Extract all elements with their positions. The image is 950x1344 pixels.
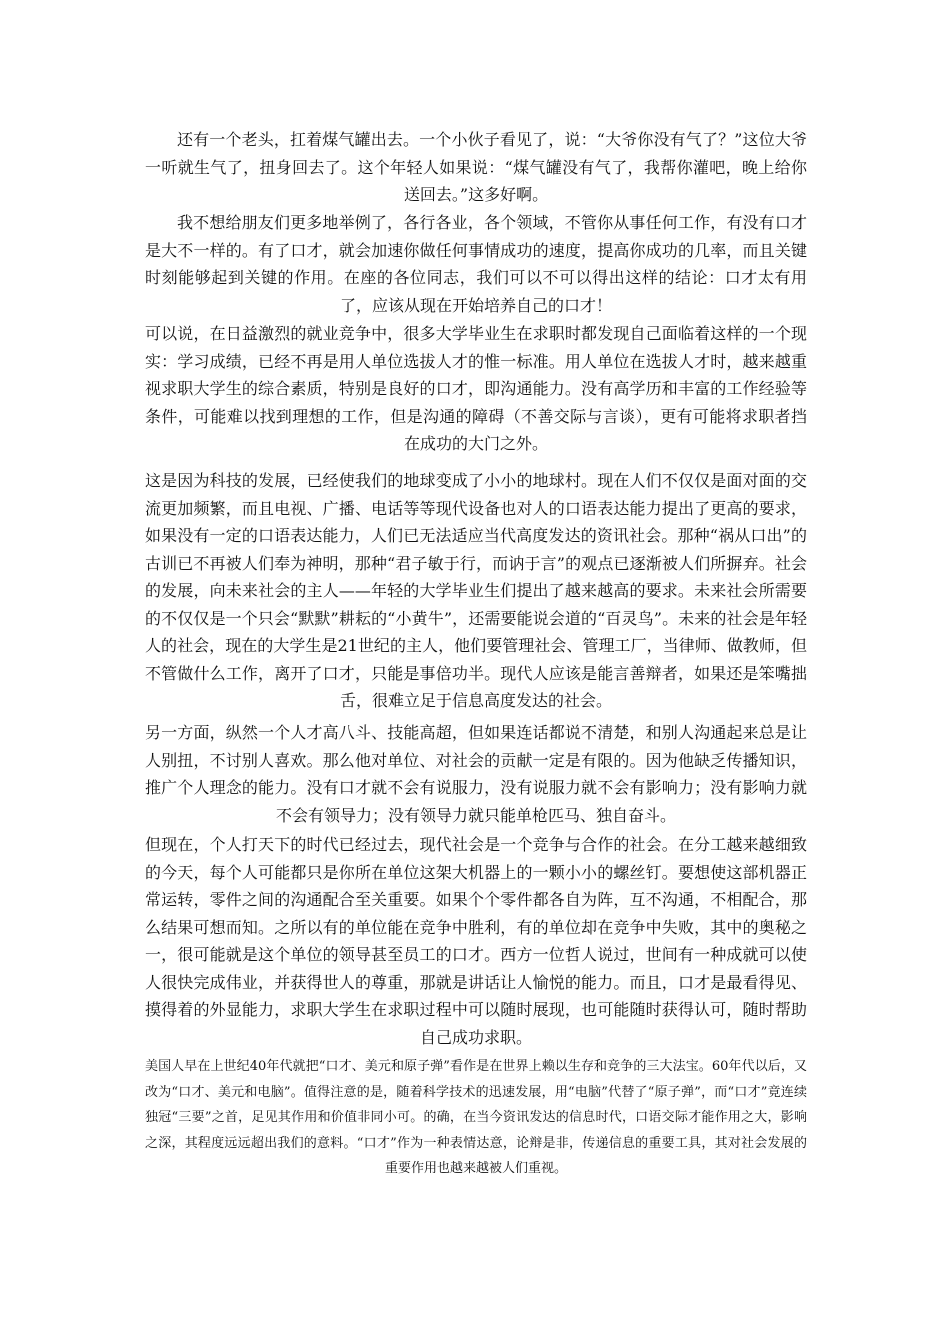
- paragraph-old-man-gas-tank: 还有一个老头，扛着煤气罐出去。一个小伙子看见了，说：“大爷你没有气了？”这位大爷一听就生气了，扭身回去了。这个年轻人如果说：“煤气罐没有气了，我帮你灌吧，晚上给你送回去。”这多好啊。: [145, 130, 807, 204]
- paragraph-communication-ability: 另一方面，纵然一个人才高八斗、技能高超，但如果连话都说不清楚，和别人沟通起来总是让人别扭，不讨别人喜欢。那么他对单位、对社会的贡献一定是有限的。因为他缺乏传播知识，推广个人理念的能力。没有口才就不会有说服力，没有说服力就不会有影响力；没有影响力就不会有领导力；没有领导力就只能单枪匹马、独自奋斗。: [145, 723, 807, 825]
- paragraph-global-village: 这是因为科技的发展，已经使我们的地球变成了小小的地球村。现在人们不仅仅是面对面的交流更加频繁，而且电视、广播、电话等等现代设备也对人的口语表达能力提出了更高的要求，如果没有一定的口语表达能力，人们已无法适应当代高度发达的资讯社会。那种“祸从口出”的古训已不再被人们奉为神明，那种“君子敏于行，而讷于言”的观点已逐渐被人们所摒弃。社会的发展，向未来社会的主人——年轻的大学毕业生们提出了越来越高的要求。未来社会所需要的不仅仅是一个只会“默默”耕耘的“小黄牛”，还需要能说会道的“百灵鸟”。未来的社会是年轻人的社会，现在的大学生是21世纪的主人，他们要管理社会、管理工厂，当律师、做教师，但不管做什么工作，离开了口才，只能是事倍功半。现代人应该是能言善辩者，如果还是笨嘴拙舌，很难立足于信息高度发达的社会。: [145, 471, 807, 710]
- paragraph-eloquence-usefulness: 我不想给朋友们更多地举例了，各行各业，各个领域，不管你从事任何工作，有没有口才是大不一样的。有了口才，就会加速你做任何事情成功的速度，提高你成功的几率，而且关键时刻能够起到关键的作用。在座的各位同志，我们可以不可以得出这样的结论：口才太有用了，应该从现在开始培养自己的口才！: [145, 213, 807, 315]
- paragraph-three-treasures: 美国人早在上世纪40年代就把“口才、美元和原子弹”看作是在世界上赖以生存和竞争的三大法宝。60年代以后，又改为“口才、美元和电脑”。值得注意的是，随着科学技术的迅速发展，用“电脑”代替了“原子弹”，而“口才”竟连续独冠“三要”之首，足见其作用和价值非同小可。的确，在当今资讯发达的信息时代，口语交际才能作用之大，影响之深，其程度远远超出我们的意料。“口才”作为一种表情达意，论辩是非，传递信息的重要工具，其对社会发展的重要作用也越来越被人们重视。: [145, 1059, 807, 1176]
- paragraph-cooperation-society: 但现在，个人打天下的时代已经过去，现代社会是一个竞争与合作的社会。在分工越来越细致的今天，每个人可能都只是你所在单位这架大机器上的一颗小小的螺丝钉。要想使这部机器正常运转，零件之间的沟通配合至关重要。如果个个零件都各自为阵，互不沟通，不相配合，那么结果可想而知。之所以有的单位能在竞争中胜利，有的单位却在竞争中失败，其中的奥秘之一，很可能就是这个单位的领导甚至员工的口才。西方一位哲人说过，世间有一种成就可以使人很快完成伟业，并获得世人的尊重，那就是讲话让人愉悦的能力。而且，口才是最看得见、摸得着的外显能力，求职大学生在求职过程中可以随时展现，也可能随时获得认可，随时帮助自己成功求职。: [145, 835, 807, 1047]
- paragraph-job-competition: 可以说，在日益激烈的就业竞争中，很多大学毕业生在求职时都发现自己面临着这样的一个现实：学习成绩，已经不再是用人单位选拔人才的惟一标准。用人单位在选拔人才时，越来越重视求职大学生的综合素质，特别是良好的口才，即沟通能力。没有高学历和丰富的工作经验等条件，可能难以找到理想的工作，但是沟通的障碍（不善交际与言谈），更有可能将求职者挡在成功的大门之外。: [145, 324, 807, 453]
